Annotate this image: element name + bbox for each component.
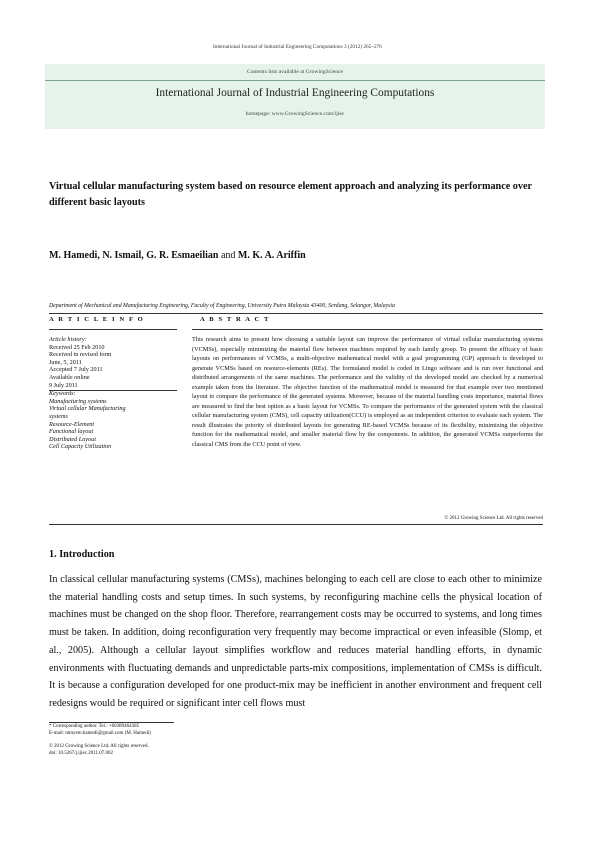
keyword: Functional layout <box>49 428 94 436</box>
keyword: Cell Capacity Utilization <box>49 443 112 451</box>
contents-availability: Contents lists available at GrowingScience <box>246 69 343 75</box>
doi[interactable]: doi: 10.5267/j.ijiec.2011.07.002 <box>49 751 113 756</box>
history-label: Article history: <box>49 336 87 343</box>
running-header: International Journal of Industrial Engineering Computations 3 (2012) 265–276 <box>213 44 382 50</box>
affiliation-rule <box>49 313 543 314</box>
author-list <box>49 250 306 261</box>
abstract-bottom-rule <box>49 524 543 525</box>
abstract-heading: A B S T R A C T <box>200 316 270 323</box>
corresponding-author: * Corresponding author. Tel.: +60389464385 <box>49 724 140 729</box>
keyword: Distributed Layout <box>49 435 96 443</box>
keywords-label: Keywords: <box>49 390 76 398</box>
history-line: 9 July 2011 <box>49 381 78 389</box>
history-line: June, 5, 2011 <box>49 358 82 366</box>
introduction-text: In classical cellular manufacturing systems (CMSs), machines belonging to each cell are close to each other to minimize the material handling costs and setup times. In such systems, by reconfiguring machine cells the physical location of machines must be changed on the shop floor. Therefore, rearrangement costs may be occurred to systems, and long times must be taken. In addition, doing reconfiguration very frequently may become impractical or even infeasible (Slomp, et al., 2005). Although a cellular layout simplifies workflow and reduces material handling efforts, in dynamic environments with fluctuating demands and unpredictable parts-mix compositions, implementation of CMSs is difficult. It is because a configuration developed for one product-mix may be inefficient in another environment and frequent cell redesigns would be required or significant inter cell flows must <box>49 574 542 709</box>
history-line: Received in revised form <box>49 351 112 359</box>
section-heading: 1. Introduction <box>49 549 115 560</box>
article-title: Virtual cellular manufacturing system based on resource element approach and analyzing its performance over different basic layouts <box>49 181 532 208</box>
journal-homepage[interactable]: homepage: www.GrowingScience.com/ijiec <box>245 111 345 117</box>
journal-masthead <box>45 64 545 129</box>
history-line: Available online <box>49 373 90 381</box>
masthead-divider <box>45 80 545 81</box>
affiliation: Department of Mechanical and Manufacturing Engineering, Faculty of Engineering, University Putra Malaysia 43400, Serdang, Selangor, Malaysia <box>49 303 395 309</box>
abstract-text: This research aims to present how choosing a suitable layout can improve the performance of virtual cellular manufacturing systems (VCMSs), especially minimizing the material flow between machines required by each family group. To present the efficacy of basic layouts on performances of VCMSs, a multi-objective mathematical model with a goal programming (GP) approach is developed to generate VCMSs based on resource-elements (REs). The formulated model is coded in Lingo software and is run over functional and distributed arrangements of the same machines. The performance and the validity of the developed model are checked by a numerical example taken from the literature. The objective function of the mathematical model is measured for that example over two mentioned layout to compare the performance of the generated systems. Moreover, because of the material handling costs importance, material flows are measured to find the best option as a basic layout for VCMSs. To compare the performance of the generated system with the classical cellular manufacturing system (CMS), cell capacity utilization(CCU) is employed as an independent criterion to evaluate each system. The result illustrates the priority of distributed layouts for generating RE-based VCMSs because of its flexibility, minimizing the objective function for the mathematical model, and smaller material flow by the components. In addition, the generated VCMSs outperforms the classical CMS from the CCU point of view. <box>192 336 543 449</box>
footnote-rule <box>49 722 174 723</box>
abstract-copyright: © 2012 Growing Science Ltd. All rights reserved <box>444 516 543 521</box>
info-rule <box>49 329 177 330</box>
abstract-rule <box>192 329 543 330</box>
keyword: Manufacturing systems <box>49 397 107 405</box>
author-email: E-mail: mmyem.hamedi@gmail.com (M. Hamedi) <box>49 731 151 736</box>
authors-main: M. Hamedi, N. Ismail, G. R. Esmaeilian <box>49 250 219 261</box>
history-line: Accepted 7 July 2011 <box>49 366 103 374</box>
authors-and: and <box>218 250 238 261</box>
authors-last: M. K. A. Ariffin <box>237 250 306 261</box>
keyword: Resource-Element <box>49 420 95 428</box>
footer-copyright: © 2012 Growing Science Ltd. All rights reserved. <box>49 744 149 749</box>
article-info-box <box>49 336 177 451</box>
history-line: Received 25 Feb 2010 <box>49 343 105 351</box>
journal-title: International Journal of Industrial Engineering Computations <box>155 87 435 99</box>
keyword: systems <box>49 413 68 421</box>
keyword: Virtual cellular Manufacturing <box>49 405 126 413</box>
article-info-heading: A R T I C L E I N F O <box>49 316 145 323</box>
